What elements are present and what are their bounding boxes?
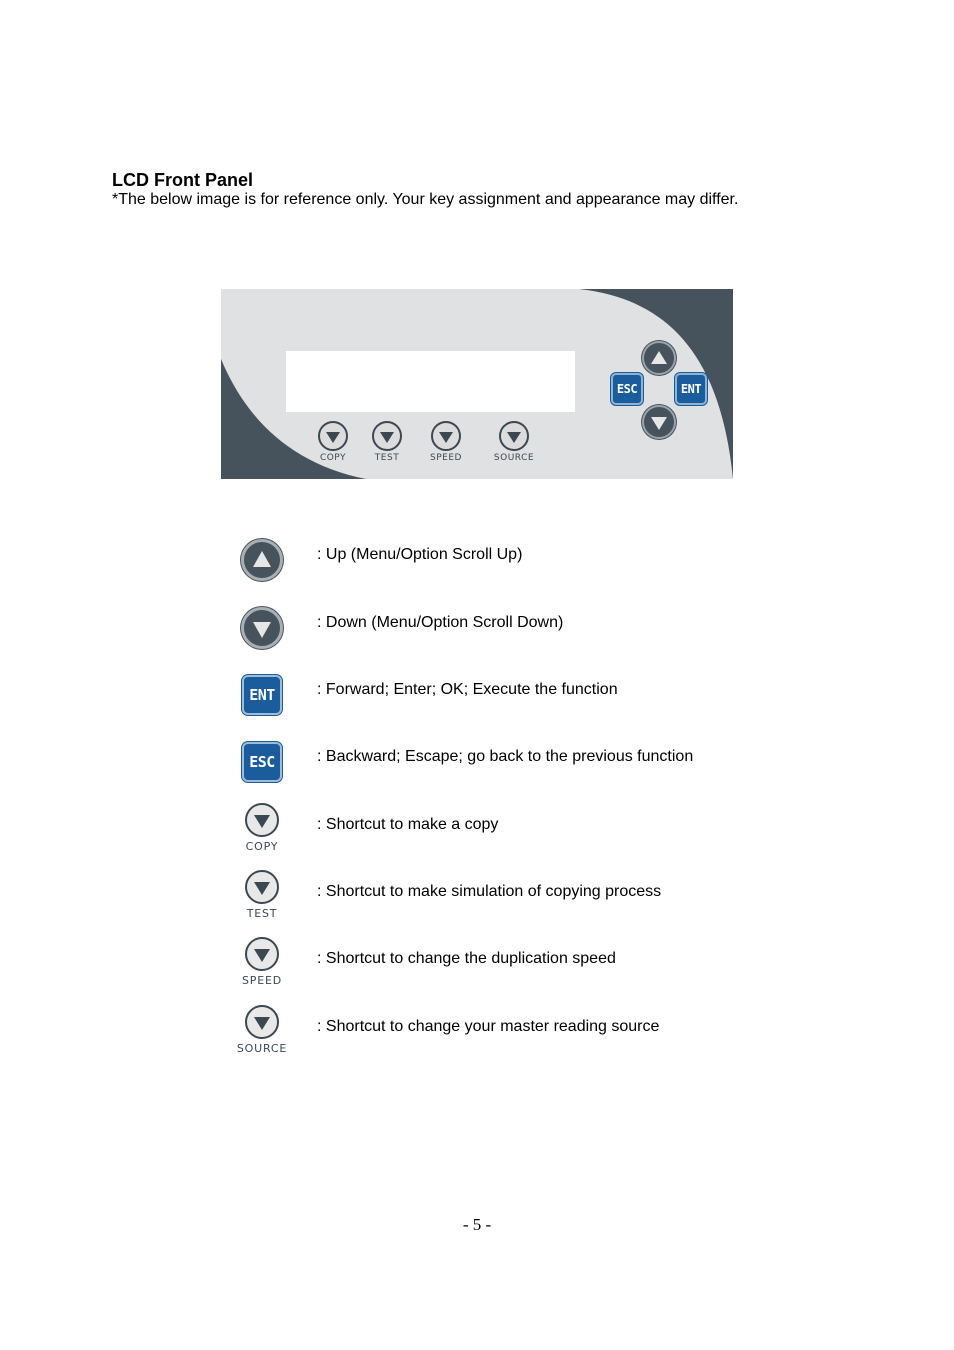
ent-key-icon: ENT [242,675,282,715]
key-label: SPEED [242,974,282,987]
key-label: SOURCE [236,1042,288,1055]
down-arrow-icon [241,607,283,649]
legend-item-source [0,1005,954,1065]
copy-key-icon [232,803,292,853]
esc-key-icon: ESC [242,742,282,782]
lcd-screen [286,351,575,412]
legend-item-esc [0,737,954,797]
down-triangle-icon [254,815,270,828]
down-triangle-button [245,803,279,837]
up-arrow-icon [241,539,283,581]
legend-text: : Forward; Enter; OK; Execute the function [317,681,618,698]
down-triangle-icon [254,1017,270,1030]
ent-button[interactable]: ENT [675,373,707,405]
key-label: TEST [246,907,278,920]
test-button-label: TEST [374,453,400,463]
source-button-label: SOURCE [493,453,535,463]
up-arrow-icon [651,351,667,364]
down-triangle-button [245,1005,279,1039]
up-triangle [253,551,271,567]
legend-item-speed [0,937,954,997]
up-button[interactable] [642,341,676,375]
legend-text: : Shortcut to make a copy [317,816,499,833]
down-triangle-icon [254,949,270,962]
legend-item-copy [0,803,954,863]
down-triangle-button [245,937,279,971]
source-key-icon [232,1005,292,1055]
legend-text: : Shortcut to change the duplication speed [317,950,616,967]
down-triangle [253,622,271,638]
down-arrow-icon [651,417,667,430]
down-triangle-button [245,870,279,904]
down-triangle-icon [380,432,394,443]
legend-text: : Up (Menu/Option Scroll Up) [317,546,523,563]
legend-item-up [0,535,954,595]
lcd-front-panel [221,289,733,479]
section-title: LCD Front Panel [112,170,254,190]
legend-item-down [0,603,954,663]
down-button[interactable] [642,405,676,439]
page-number: - 5 - [462,1215,492,1234]
test-key-icon [232,870,292,920]
speed-button-label: SPEED [430,453,462,463]
reference-note: *The below image is for reference only. Your key assignment and appearance may differ. [112,191,739,208]
speed-key-icon [232,937,292,987]
test-button[interactable] [372,421,402,451]
source-button[interactable] [499,421,529,451]
legend-text: : Shortcut to change your master reading source [317,1018,660,1035]
copy-button[interactable] [318,421,348,451]
legend-item-ent [0,670,954,730]
down-triangle-icon [326,432,340,443]
down-triangle-icon [507,432,521,443]
legend-text: : Shortcut to make simulation of copying process [317,883,662,900]
legend-item-test [0,870,954,930]
esc-button[interactable]: ESC [611,373,643,405]
down-triangle-icon [254,882,270,895]
speed-button[interactable] [431,421,461,451]
legend-text: : Down (Menu/Option Scroll Down) [317,614,564,631]
key-label: COPY [245,840,279,853]
legend-text: : Backward; Escape; go back to the previous function [317,748,694,765]
down-triangle-icon [439,432,453,443]
copy-button-label: COPY [319,453,347,463]
